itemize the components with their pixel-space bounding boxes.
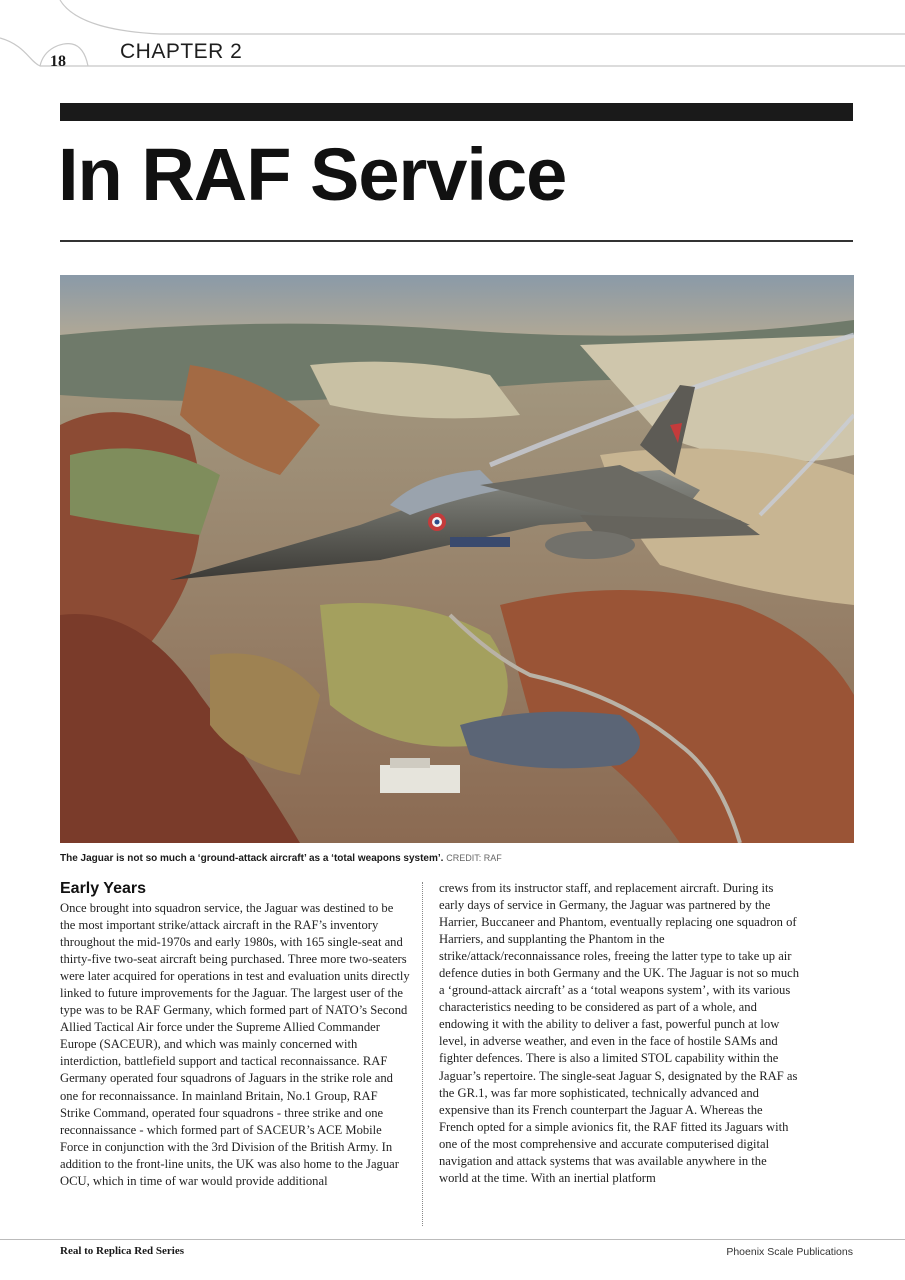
- article-column-left: [60, 879, 410, 1190]
- article-text-right: crews from its instructor staff, and replacement aircraft. During its early days of service in Germany, the Jaguar was partnered by the Harrier, Buccaneer and Phantom, eventually replacing one squadron of Harriers, and supplanting the Phantom in the strike/attack/reconnaissance roles, freeing the latter type to take up air defence duties in both Germany and the UK. The Jaguar is not so much a ‘ground-attack aircraft’ as a ‘total weapons system’, with its various characteristics needing to be considered as part of a whole, and endowing it with the ability to deliver a fast, powerful punch at low level, in adverse weather, and even in the face of hostile SAMs and fighter defences. There is also a limited STOL capability within the Jaguar’s repertoire. The single-seat Jaguar S, designated by the RAF as the GR.1, was far more sophisticated, technically advanced and expensive than its French counterpart the Jaguar A. Whereas the French opted for a simple avionics fit, the RAF fitted its Jaguars with one of the most comprehensive and accurate computerised digital navigation and attack systems that was available anywhere in the world at the time. With an inertial platform: [439, 881, 799, 1185]
- publisher-name: Phoenix Scale Publications: [726, 1246, 853, 1258]
- aircraft-photo: [60, 275, 854, 843]
- page-number: 18: [50, 53, 66, 70]
- caption-credit: CREDIT: RAF: [446, 853, 502, 863]
- caption-text: The Jaguar is not so much a ‘ground-attack aircraft’ as a ‘total weapons system’.: [60, 853, 444, 864]
- article-text-left: Once brought into squadron service, the Jaguar was destined to be the most important strike/attack aircraft in the RAF’s inventory throughout the mid-1970s and early 1980s, with 165 single-seat and thirty-five two-seat aircraft being purchased. Three more two-seaters were later acquired for operations in test and evaluation units directly linked to future improvements for the Jaguar. The largest user of the type was to be RAF Germany, which formed part of NATO’s Second Allied Tactical Air force under the Supreme Allied Commander Europe (SACEUR), and which was mainly concerned with interdiction, battlefield support and tactical reconnaissance. RAF Germany operated four squadrons of Jaguars in the strike role and one for reconnaissance. In mainland Britain, No.1 Group, RAF Strike Command, operated four squadrons - three strike and one reconnaissance - which formed part of SACEUR’s ACE Mobile Force in conjunction with the 3rd Division of the British Army. In addition to the front-line units, the UK was also home to the Jaguar OCU, which in time of war would provide additional: [60, 901, 410, 1188]
- page-title: In RAF Service: [58, 133, 567, 216]
- chapter-label: CHAPTER 2: [120, 40, 243, 63]
- column-divider: [422, 882, 423, 1226]
- title-bar: [60, 103, 853, 121]
- section-heading: Early Years: [60, 880, 147, 897]
- article-column-right: [439, 880, 799, 1187]
- photo-caption: [60, 851, 854, 866]
- series-name: Real to Replica Red Series: [60, 1245, 185, 1257]
- title-rule: [60, 240, 853, 242]
- footer-rule: [0, 1239, 905, 1240]
